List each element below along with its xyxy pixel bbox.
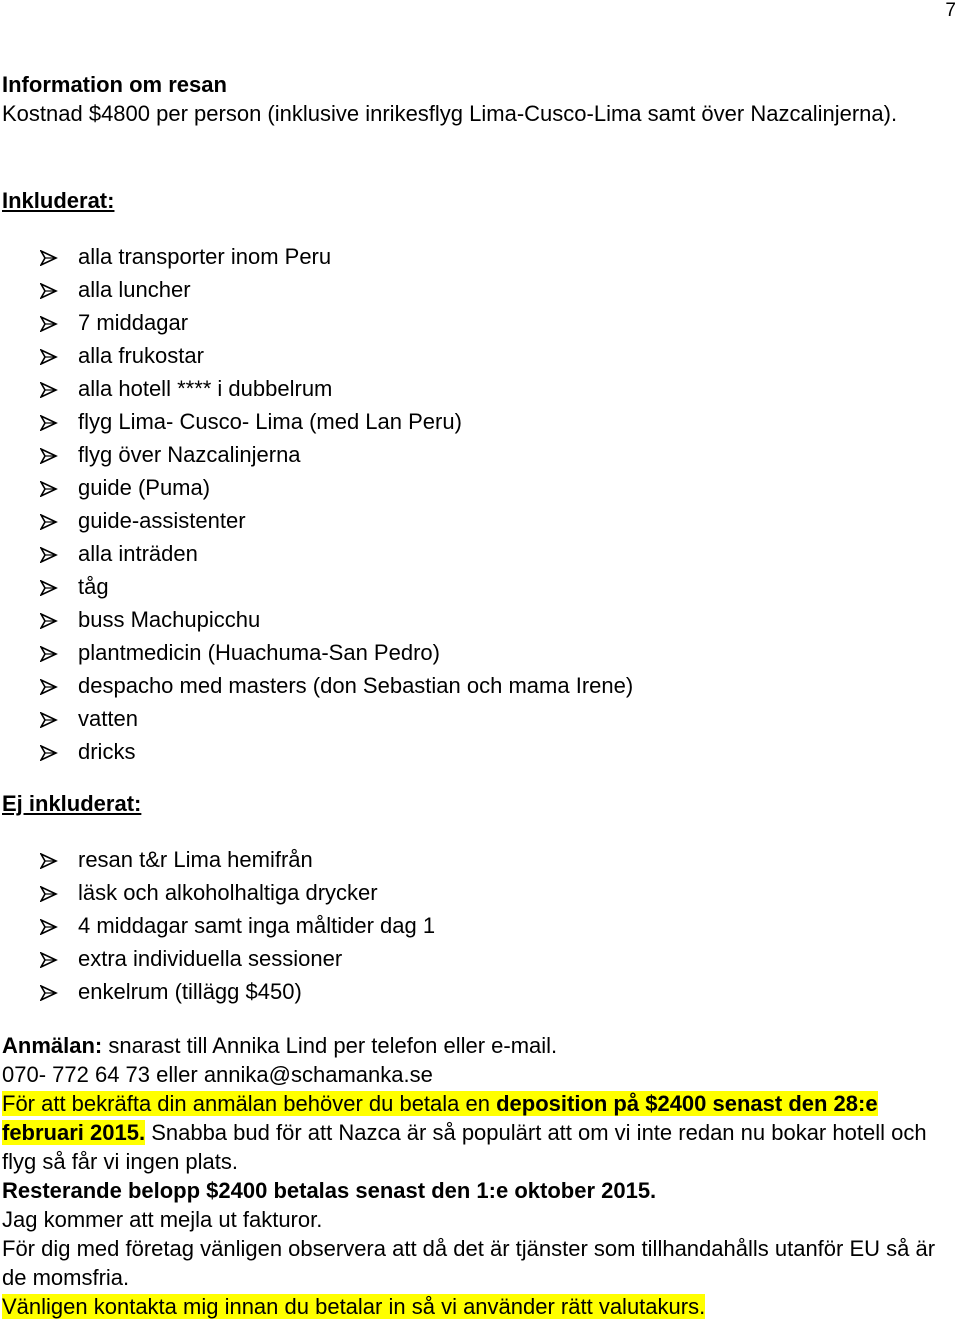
excluded-item-text: extra individuella sessioner [78, 945, 343, 971]
included-item-text: guide (Puma) [78, 474, 211, 500]
included-item-text: guide-assistenter [78, 507, 246, 533]
included-item-text: vatten [78, 705, 138, 731]
remaining-payment: Resterande belopp $2400 betalas senast den 1:e oktober 2015. [2, 1178, 657, 1203]
included-list-item [40, 273, 633, 306]
registration-section [2, 1031, 952, 1321]
included-list-item [40, 570, 633, 603]
included-list-item [40, 504, 633, 537]
arrow-bullet-icon [40, 412, 78, 432]
arrow-bullet-icon [40, 610, 78, 630]
included-item-text: plantmedicin (Huachuma-San Pedro) [78, 639, 440, 665]
included-list-item [40, 636, 633, 669]
arrow-bullet-icon [40, 982, 78, 1002]
arrow-bullet-icon [40, 346, 78, 366]
arrow-bullet-icon [40, 379, 78, 399]
arrow-bullet-icon [40, 676, 78, 696]
excluded-item-text: 4 middagar samt inga måltider dag 1 [78, 912, 436, 938]
included-list [40, 240, 633, 768]
included-list-item [40, 405, 633, 438]
included-item-text: flyg över Nazcalinjerna [78, 441, 301, 467]
included-item-text: buss Machupicchu [78, 606, 261, 632]
excluded-list-item [40, 942, 435, 975]
cost-text: Kostnad $4800 per person (inklusive inrikesflyg Lima-Cusco-Lima samt över Nazcalinjerna). [2, 101, 898, 126]
excluded-item-text: resan t&r Lima hemifrån [78, 846, 313, 872]
arrow-bullet-icon [40, 313, 78, 333]
included-item-text: alla luncher [78, 276, 191, 302]
excluded-list-item [40, 843, 435, 876]
arrow-bullet-icon [40, 544, 78, 564]
included-list-item [40, 306, 633, 339]
deposit-post: Snabba bud för att Nazca är så populärt att om vi inte redan nu bokar hotell och flyg så får vi ingen plats. [2, 1120, 927, 1174]
included-heading: Inkluderat: [2, 188, 115, 213]
arrow-bullet-icon [40, 643, 78, 663]
arrow-bullet-icon [40, 247, 78, 267]
arrow-bullet-icon [40, 445, 78, 465]
registration-line [2, 1031, 952, 1060]
registration-text: snarast till Annika Lind per telefon eller e-mail. [102, 1033, 558, 1058]
included-list-item [40, 339, 633, 372]
included-item-text: alla hotell **** i dubbelrum [78, 375, 333, 401]
contact-info: 070- 772 64 73 eller annika@schamanka.se [2, 1062, 433, 1087]
arrow-bullet-icon [40, 949, 78, 969]
included-list-item [40, 702, 633, 735]
included-item-text: dricks [78, 738, 136, 764]
included-list-item [40, 669, 633, 702]
included-list-item [40, 438, 633, 471]
deposit-pre: För att bekräfta din anmälan behöver du betala en [2, 1091, 497, 1116]
included-list-item [40, 735, 633, 768]
page-number: 7 [945, 0, 956, 21]
arrow-bullet-icon [40, 280, 78, 300]
included-item-text: alla inträden [78, 540, 198, 566]
info-heading: Information om resan [2, 72, 227, 97]
excluded-list-item [40, 909, 435, 942]
currency-note: Vänligen kontakta mig innan du betalar in så vi använder rätt valutakurs. [2, 1294, 706, 1319]
included-list-item [40, 240, 633, 273]
excluded-list-item [40, 876, 435, 909]
arrow-bullet-icon [40, 511, 78, 531]
deposit-bold: deposition på $2400 senast den 28:e februari 2015. [2, 1091, 878, 1145]
included-item-text: flyg Lima- Cusco- Lima (med Lan Peru) [78, 408, 462, 434]
trip-information [2, 70, 952, 128]
arrow-bullet-icon [40, 916, 78, 936]
currency-note-line [2, 1292, 952, 1321]
included-item-text: tåg [78, 573, 109, 599]
arrow-bullet-icon [40, 478, 78, 498]
excluded-list-item [40, 975, 435, 1008]
included-item-text: 7 middagar [78, 309, 189, 335]
excluded-heading: Ej inkluderat: [2, 791, 142, 816]
invoice-note: Jag kommer att mejla ut fakturor. [2, 1207, 323, 1232]
included-list-item [40, 537, 633, 570]
arrow-bullet-icon [40, 577, 78, 597]
included-heading-block [2, 186, 114, 215]
included-item-text: alla frukostar [78, 342, 204, 368]
excluded-item-text: läsk och alkoholhaltiga drycker [78, 879, 378, 905]
included-item-text: despacho med masters (don Sebastian och mama Irene) [78, 672, 634, 698]
company-note: För dig med företag vänligen observera att då det är tjänster som tillhandahålls utanför EU så är de momsfria. [2, 1236, 936, 1290]
excluded-list [40, 843, 435, 1008]
deposit-paragraph [2, 1089, 952, 1176]
included-list-item [40, 372, 633, 405]
excluded-item-text: enkelrum (tillägg $450) [78, 978, 302, 1004]
arrow-bullet-icon [40, 709, 78, 729]
included-list-item [40, 471, 633, 504]
included-list-item [40, 603, 633, 636]
arrow-bullet-icon [40, 742, 78, 762]
arrow-bullet-icon [40, 883, 78, 903]
excluded-heading-block [2, 789, 141, 818]
registration-label: Anmälan: [2, 1033, 103, 1058]
included-item-text: alla transporter inom Peru [78, 243, 332, 269]
arrow-bullet-icon [40, 850, 78, 870]
